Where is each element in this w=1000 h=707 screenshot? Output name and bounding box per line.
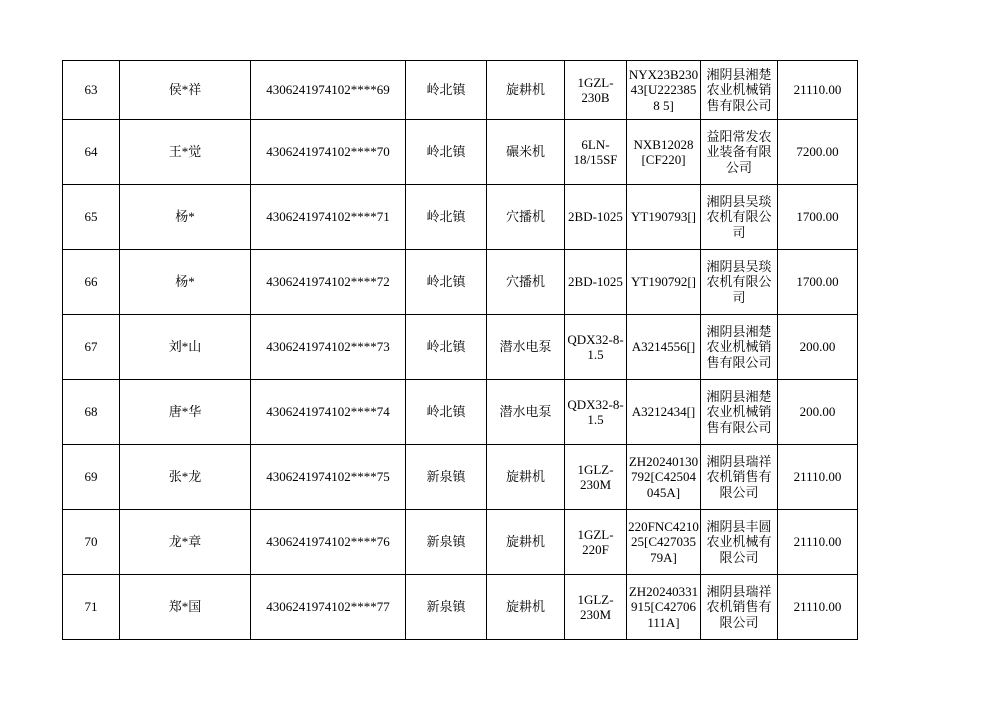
cell-township: 岭北镇 — [406, 61, 487, 120]
cell-serial-number: 65 — [63, 185, 120, 250]
cell-machine-type: 碾米机 — [487, 120, 565, 185]
cell-id-number: 4306241974102****69 — [251, 61, 406, 120]
cell-dealer: 湘阴县瑞祥农机销售有限公司 — [701, 445, 778, 510]
cell-subsidy-amount: 200.00 — [778, 380, 858, 445]
table-row — [63, 510, 858, 575]
cell-buyer-name: 侯*祥 — [120, 61, 251, 120]
table-row — [63, 185, 858, 250]
cell-id-number: 4306241974102****75 — [251, 445, 406, 510]
cell-township: 新泉镇 — [406, 445, 487, 510]
table-row — [63, 575, 858, 640]
cell-model: 1GLZ-230M — [565, 445, 627, 510]
cell-machine-type: 潜水电泵 — [487, 315, 565, 380]
cell-subsidy-amount: 200.00 — [778, 315, 858, 380]
cell-township: 岭北镇 — [406, 315, 487, 380]
cell-township: 岭北镇 — [406, 380, 487, 445]
cell-township: 岭北镇 — [406, 120, 487, 185]
table-row — [63, 120, 858, 185]
cell-id-number: 4306241974102****76 — [251, 510, 406, 575]
cell-township: 新泉镇 — [406, 510, 487, 575]
cell-serial-number: 68 — [63, 380, 120, 445]
cell-dealer: 湘阴县吴琰农机有限公司 — [701, 185, 778, 250]
cell-machine-type: 潜水电泵 — [487, 380, 565, 445]
cell-subsidy-amount: 21110.00 — [778, 445, 858, 510]
cell-dealer: 湘阴县湘楚农业机械销售有限公司 — [701, 315, 778, 380]
cell-dealer: 湘阴县湘楚农业机械销售有限公司 — [701, 380, 778, 445]
cell-machine-type: 穴播机 — [487, 250, 565, 315]
cell-factory-code: ZH20240130792[C42504045A] — [627, 445, 701, 510]
cell-township: 岭北镇 — [406, 185, 487, 250]
cell-dealer: 湘阴县瑞祥农机销售有限公司 — [701, 575, 778, 640]
table-row — [63, 61, 858, 120]
cell-buyer-name: 杨* — [120, 250, 251, 315]
cell-id-number: 4306241974102****73 — [251, 315, 406, 380]
cell-factory-code: NYX23B23043[U2223858 5] — [627, 61, 701, 120]
cell-dealer: 湘阴县丰圆农业机械有限公司 — [701, 510, 778, 575]
table-row — [63, 445, 858, 510]
cell-id-number: 4306241974102****71 — [251, 185, 406, 250]
cell-machine-type: 旋耕机 — [487, 575, 565, 640]
cell-model: QDX32-8-1.5 — [565, 315, 627, 380]
cell-buyer-name: 刘*山 — [120, 315, 251, 380]
cell-id-number: 4306241974102****77 — [251, 575, 406, 640]
cell-factory-code: A3212434[] — [627, 380, 701, 445]
cell-subsidy-amount: 21110.00 — [778, 510, 858, 575]
cell-model: 1GZL-230B — [565, 61, 627, 120]
cell-township: 岭北镇 — [406, 250, 487, 315]
cell-model: 6LN-18/15SF — [565, 120, 627, 185]
cell-factory-code: 220FNC421025[C427035 79A] — [627, 510, 701, 575]
cell-serial-number: 64 — [63, 120, 120, 185]
cell-factory-code: A3214556[] — [627, 315, 701, 380]
cell-machine-type: 旋耕机 — [487, 445, 565, 510]
cell-subsidy-amount: 7200.00 — [778, 120, 858, 185]
cell-serial-number: 70 — [63, 510, 120, 575]
cell-buyer-name: 王*觉 — [120, 120, 251, 185]
cell-township: 新泉镇 — [406, 575, 487, 640]
cell-machine-type: 旋耕机 — [487, 61, 565, 120]
cell-id-number: 4306241974102****72 — [251, 250, 406, 315]
cell-model: 2BD-1025 — [565, 250, 627, 315]
cell-serial-number: 67 — [63, 315, 120, 380]
cell-model: QDX32-8-1.5 — [565, 380, 627, 445]
cell-buyer-name: 杨* — [120, 185, 251, 250]
cell-serial-number: 63 — [63, 61, 120, 120]
cell-serial-number: 69 — [63, 445, 120, 510]
cell-model: 1GZL-220F — [565, 510, 627, 575]
cell-dealer: 湘阴县湘楚农业机械销售有限公司 — [701, 61, 778, 120]
subsidy-table — [62, 60, 858, 640]
cell-factory-code: YT190792[] — [627, 250, 701, 315]
cell-machine-type: 旋耕机 — [487, 510, 565, 575]
table-row — [63, 250, 858, 315]
table-row — [63, 315, 858, 380]
cell-factory-code: NXB12028[CF220] — [627, 120, 701, 185]
cell-serial-number: 66 — [63, 250, 120, 315]
cell-serial-number: 71 — [63, 575, 120, 640]
cell-dealer: 益阳常发农业装备有限公司 — [701, 120, 778, 185]
cell-id-number: 4306241974102****74 — [251, 380, 406, 445]
cell-buyer-name: 唐*华 — [120, 380, 251, 445]
cell-buyer-name: 郑*国 — [120, 575, 251, 640]
cell-machine-type: 穴播机 — [487, 185, 565, 250]
cell-buyer-name: 张*龙 — [120, 445, 251, 510]
cell-buyer-name: 龙*章 — [120, 510, 251, 575]
cell-subsidy-amount: 21110.00 — [778, 575, 858, 640]
cell-subsidy-amount: 21110.00 — [778, 61, 858, 120]
cell-id-number: 4306241974102****70 — [251, 120, 406, 185]
cell-factory-code: ZH20240331915[C42706111A] — [627, 575, 701, 640]
cell-subsidy-amount: 1700.00 — [778, 185, 858, 250]
cell-model: 2BD-1025 — [565, 185, 627, 250]
table-row — [63, 380, 858, 445]
cell-model: 1GLZ-230M — [565, 575, 627, 640]
cell-dealer: 湘阴县吴琰农机有限公司 — [701, 250, 778, 315]
cell-factory-code: YT190793[] — [627, 185, 701, 250]
cell-subsidy-amount: 1700.00 — [778, 250, 858, 315]
subsidy-table-wrap — [62, 60, 857, 640]
